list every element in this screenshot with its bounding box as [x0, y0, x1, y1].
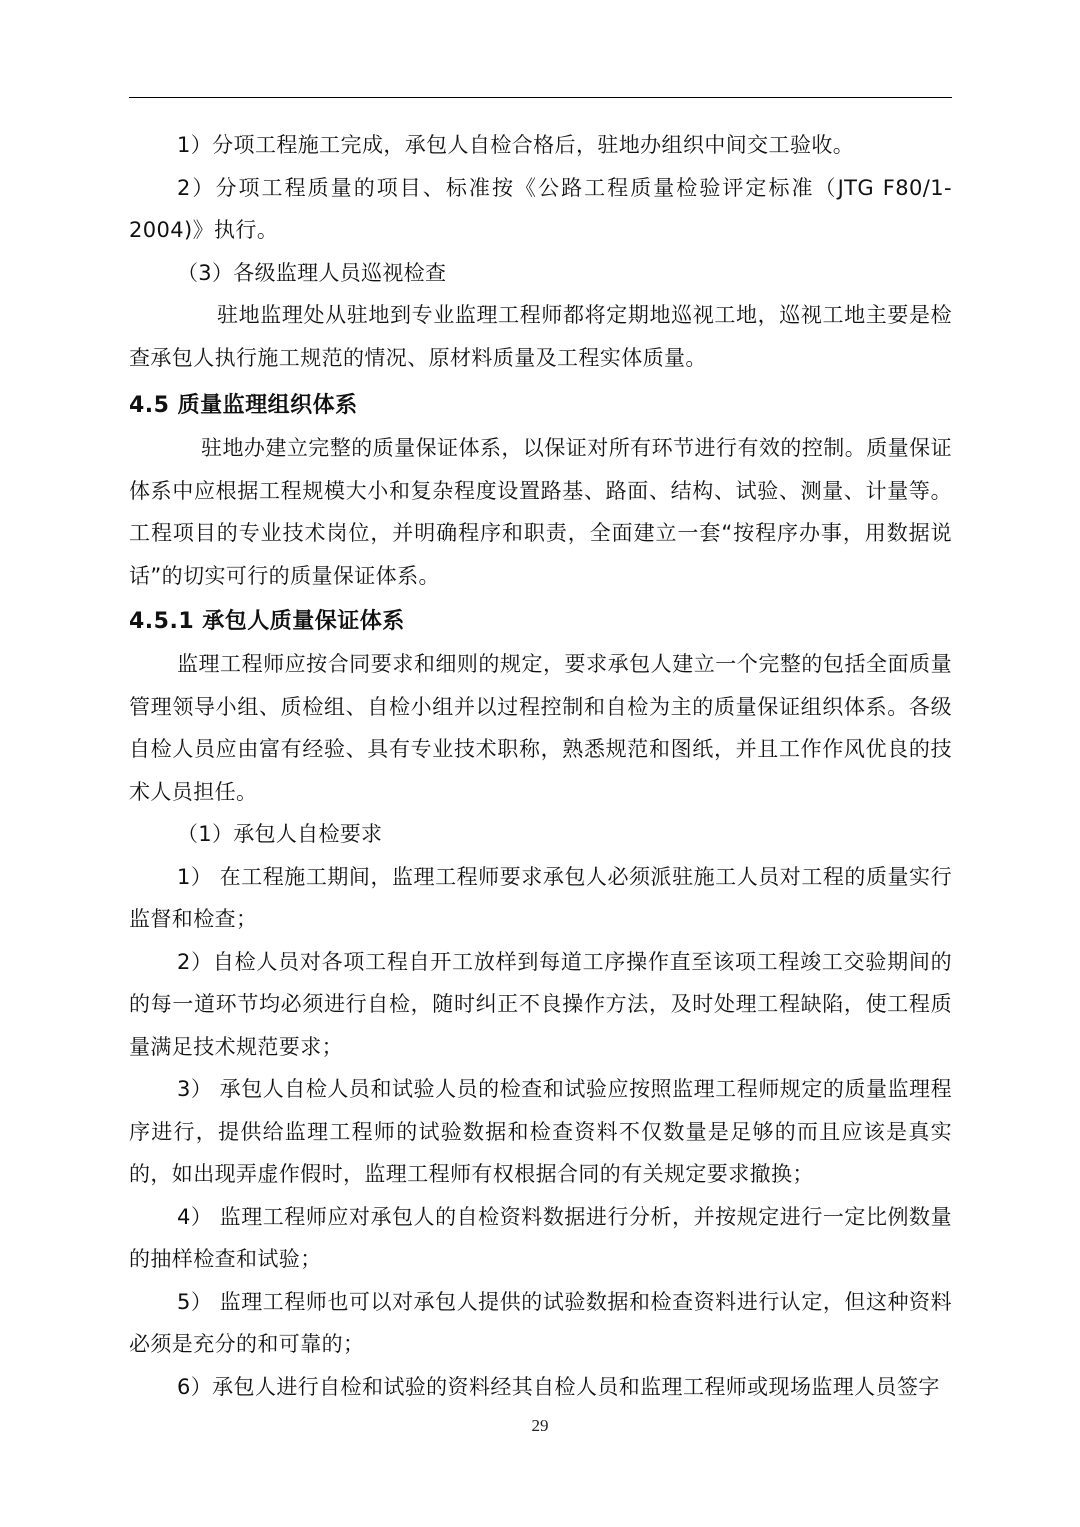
- list-item: 1） 在工程施工期间，监理工程师要求承包人必须派驻施工人员对工程的质量实行监督和检查；: [129, 864, 952, 931]
- paragraph-acceptance: 1）分项工程施工完成，承包人自检合格后，驻地办组织中间交工验收。: [177, 133, 855, 157]
- list-item: 5） 监理工程师也可以对承包人提供的试验数据和检查资料进行认定，但这种资料必须是充分的和可靠的；: [129, 1289, 952, 1356]
- page-number: 29: [531, 1416, 549, 1435]
- subheading-patrol: （3）各级监理人员巡视检查: [177, 260, 447, 285]
- section-heading-4-5: 4.5 质量监理组织体系: [129, 393, 358, 418]
- paragraph-patrol: 驻地监理处从驻地到专业监理工程师都将定期地巡视工地，巡视工地主要是检查承包人执行施工规范的情况、原材料质量及工程实体质量。: [129, 303, 952, 370]
- list-item: 4） 监理工程师应对承包人的自检资料数据进行分析，并按规定进行一定比例数量的抽样检查和试验；: [129, 1204, 952, 1271]
- list-item: 6）承包人进行自检和试验的资料经其自检人员和监理工程师或现场监理人员签字: [177, 1374, 940, 1399]
- section-heading-4-5-1: 4.5.1 承包人质量保证体系: [129, 609, 405, 634]
- header-rule: [129, 97, 952, 98]
- paragraph-contractor-system: 监理工程师应按合同要求和细则的规定，要求承包人建立一个完整的包括全面质量管理领导小组、质检组、自检小组并以过程控制和自检为主的质量保证组织体系。各级自检人员应由富有经验、具有专业技术职称，熟悉规范和图纸，并且工作作风优良的技术人员担任。: [129, 652, 952, 804]
- list-item: 3） 承包人自检人员和试验人员的检查和试验应按照监理工程师规定的质量监理程序进行，提供给监理工程师的试验数据和检查资料不仅数量是足够的而且应该是真实的，如出现弄虚作假时，监理工程师有权根据合同的有关规定要求撤换；: [129, 1077, 952, 1186]
- paragraph-quality-system: 驻地办建立完整的质量保证体系，以保证对所有环节进行有效的控制。质量保证体系中应根据工程规模大小和复杂程度设置路基、路面、结构、试验、测量、计量等。工程项目的专业技术岗位，并明确程序和职责，全面建立一套“按程序办事，用数据说话”的切实可行的质量保证体系。: [129, 436, 952, 588]
- list-item: 2）自检人员对各项工程自开工放样到每道工序操作直至该项工程竣工交验期间的的每一道环节均必须进行自检，随时纠正不良操作方法，及时处理工程缺陷，使工程质量满足技术规范要求；: [129, 949, 952, 1059]
- paragraph-standard: 2）分项工程质量的项目、标准按《公路工程质量检验评定标准（JTG F80/1-2004)》执行。: [129, 175, 952, 242]
- subheading-self-inspection: （1）承包人自检要求: [177, 822, 383, 846]
- document-body: [129, 124, 952, 1408]
